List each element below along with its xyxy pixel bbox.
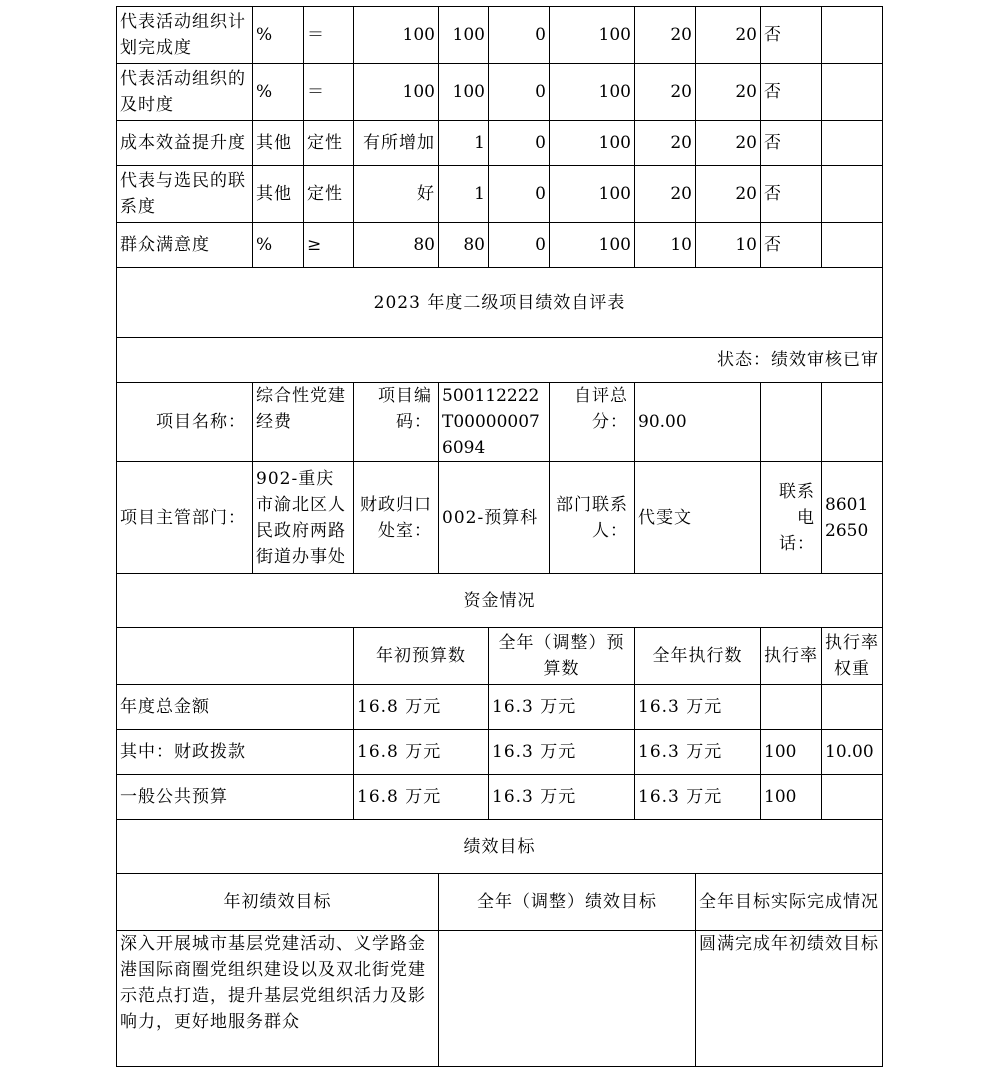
funds-header-initial: 年初预算数	[354, 628, 489, 685]
funds-header-adjusted: 全年（调整）预算数	[489, 628, 635, 685]
goals-initial-text: 深入开展城市基层党建活动、义学路金港国际商圈党组织建设以及双北街党建示范点打造，提升基层党组织活力及影响力，更好地服务群众	[117, 931, 439, 1067]
project-code: 500112222T000000076094	[439, 383, 550, 462]
form-title: 2023 年度二级项目绩效自评表	[117, 268, 883, 338]
indicator-note	[822, 64, 883, 121]
indicator-score: 20	[635, 121, 696, 166]
indicator-target: 好	[354, 166, 439, 223]
funds-row-label: 其中：财政拨款	[117, 730, 354, 775]
indicator-actual: 20	[696, 64, 761, 121]
funds-rate: 100	[761, 730, 822, 775]
indicator-note	[822, 7, 883, 64]
indicator-score: 20	[635, 64, 696, 121]
goals-header-adjusted: 全年（调整）绩效目标	[439, 874, 696, 931]
indicator-zero: 0	[489, 166, 550, 223]
funds-adjusted: 16.3 万元	[489, 775, 635, 820]
funds-rate	[761, 685, 822, 730]
indicator-flag: 否	[761, 223, 822, 268]
goals-actual-text: 圆满完成年初绩效目标	[696, 931, 883, 1067]
indicator-score: 20	[635, 7, 696, 64]
funds-weight	[822, 685, 883, 730]
indicator-zero: 0	[489, 64, 550, 121]
indicator-zero: 0	[489, 223, 550, 268]
indicator-score: 10	[635, 223, 696, 268]
indicator-note	[822, 223, 883, 268]
funds-section-title: 资金情况	[117, 574, 883, 628]
funds-rate: 100	[761, 775, 822, 820]
indicator-unit: %	[253, 7, 304, 64]
status-text: 状态：绩效审核已审	[117, 338, 883, 383]
department-row	[117, 462, 883, 574]
goals-header-actual: 全年目标实际完成情况	[696, 874, 883, 931]
project-code-label: 项目编码：	[354, 383, 439, 462]
finance-label: 财政归口处室：	[354, 462, 439, 574]
indicator-hundred: 100	[550, 223, 635, 268]
indicator-name: 代表活动组织计划完成度	[117, 7, 253, 64]
empty-cell	[822, 383, 883, 462]
indicator-operator: 定性	[304, 166, 354, 223]
funds-initial: 16.8 万元	[354, 775, 489, 820]
funds-weight	[822, 775, 883, 820]
indicator-name: 成本效益提升度	[117, 121, 253, 166]
project-info-row	[117, 383, 883, 462]
indicator-hundred: 100	[550, 7, 635, 64]
indicator-operator: ＝	[304, 64, 354, 121]
indicator-flag: 否	[761, 121, 822, 166]
phone-number: 86012650	[822, 462, 883, 574]
indicator-zero: 0	[489, 121, 550, 166]
indicator-flag: 否	[761, 64, 822, 121]
indicator-weight: 1	[439, 166, 489, 223]
indicator-actual: 20	[696, 7, 761, 64]
phone-label: 联系电话：	[761, 462, 822, 574]
indicator-weight: 80	[439, 223, 489, 268]
indicator-flag: 否	[761, 7, 822, 64]
indicator-actual: 10	[696, 223, 761, 268]
indicator-flag: 否	[761, 166, 822, 223]
dept-label: 项目主管部门：	[117, 462, 253, 574]
indicator-name: 群众满意度	[117, 223, 253, 268]
empty-cell	[761, 383, 822, 462]
indicator-operator: ≥	[304, 223, 354, 268]
indicator-hundred: 100	[550, 64, 635, 121]
funds-executed: 16.3 万元	[635, 775, 761, 820]
indicator-unit: %	[253, 223, 304, 268]
indicator-name: 代表活动组织的及时度	[117, 64, 253, 121]
goals-header-initial: 年初绩效目标	[117, 874, 439, 931]
indicator-target: 有所增加	[354, 121, 439, 166]
funds-executed: 16.3 万元	[635, 685, 761, 730]
indicator-weight: 100	[439, 7, 489, 64]
goals-adjusted-text	[439, 931, 696, 1067]
funds-initial: 16.8 万元	[354, 730, 489, 775]
evaluation-table	[116, 6, 883, 1067]
indicator-unit: 其他	[253, 121, 304, 166]
funds-row	[117, 685, 883, 730]
finance-office: 002-预算科	[439, 462, 550, 574]
contact-person: 代雯文	[635, 462, 761, 574]
indicator-weight: 100	[439, 64, 489, 121]
indicator-target: 100	[354, 64, 439, 121]
indicator-name: 代表与选民的联系度	[117, 166, 253, 223]
funds-header-executed: 全年执行数	[635, 628, 761, 685]
indicator-hundred: 100	[550, 121, 635, 166]
funds-executed: 16.3 万元	[635, 730, 761, 775]
indicator-target: 100	[354, 7, 439, 64]
dept-name: 902-重庆市渝北区人民政府两路街道办事处	[253, 462, 354, 574]
funds-header-blank	[117, 628, 354, 685]
indicator-zero: 0	[489, 7, 550, 64]
indicator-actual: 20	[696, 121, 761, 166]
indicator-row	[117, 7, 883, 64]
project-name: 综合性党建经费	[253, 383, 354, 462]
funds-adjusted: 16.3 万元	[489, 730, 635, 775]
funds-row	[117, 730, 883, 775]
indicator-operator: 定性	[304, 121, 354, 166]
funds-row-label: 年度总金额	[117, 685, 354, 730]
indicator-row	[117, 166, 883, 223]
funds-initial: 16.8 万元	[354, 685, 489, 730]
funds-adjusted: 16.3 万元	[489, 685, 635, 730]
performance-evaluation-sheet	[116, 6, 882, 1067]
indicator-note	[822, 121, 883, 166]
goals-content-row	[117, 931, 883, 1067]
indicator-operator: ＝	[304, 7, 354, 64]
self-score-label: 自评总分：	[550, 383, 635, 462]
indicator-actual: 20	[696, 166, 761, 223]
contact-label: 部门联系人：	[550, 462, 635, 574]
funds-row-label: 一般公共预算	[117, 775, 354, 820]
indicator-row	[117, 223, 883, 268]
indicator-hundred: 100	[550, 166, 635, 223]
funds-header-rate: 执行率	[761, 628, 822, 685]
goals-section-title: 绩效目标	[117, 820, 883, 874]
funds-header-weight: 执行率权重	[822, 628, 883, 685]
indicator-score: 20	[635, 166, 696, 223]
indicator-note	[822, 166, 883, 223]
funds-weight: 10.00	[822, 730, 883, 775]
funds-header-row	[117, 628, 883, 685]
indicator-unit: 其他	[253, 166, 304, 223]
indicator-unit: %	[253, 64, 304, 121]
self-score: 90.00	[635, 383, 761, 462]
funds-row	[117, 775, 883, 820]
indicator-row	[117, 121, 883, 166]
indicator-target: 80	[354, 223, 439, 268]
indicator-weight: 1	[439, 121, 489, 166]
goals-header-row	[117, 874, 883, 931]
indicator-row	[117, 64, 883, 121]
project-name-label: 项目名称：	[117, 383, 253, 462]
